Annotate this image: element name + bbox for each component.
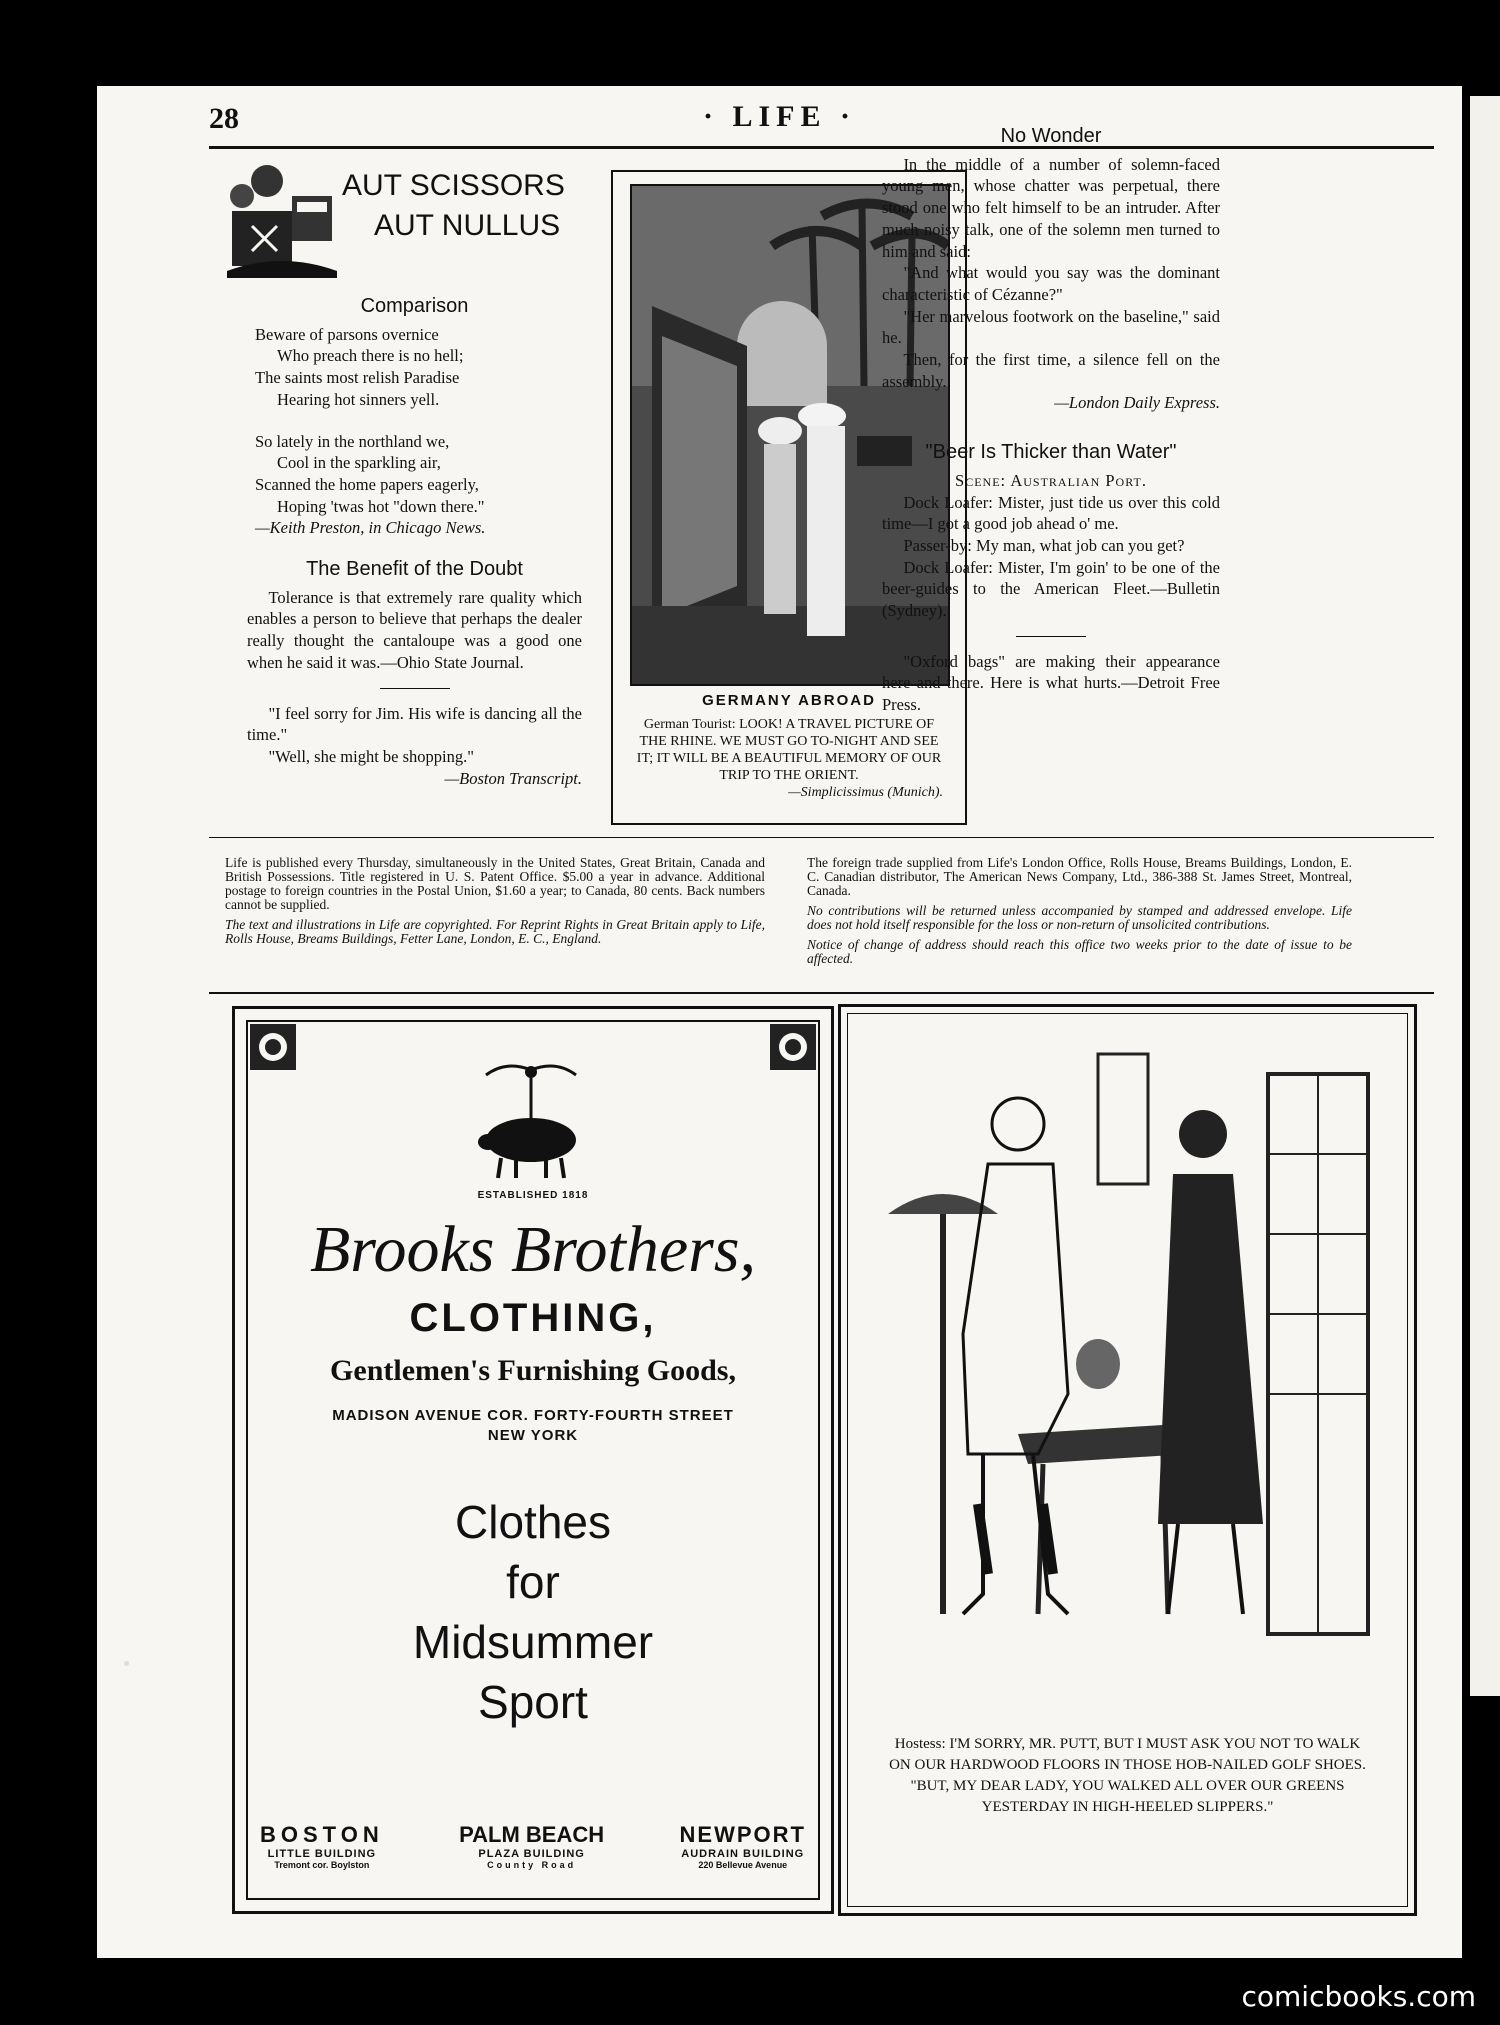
headline-line: Clothes	[455, 1496, 611, 1548]
adjacent-page-edge	[1470, 96, 1500, 1696]
no-wonder-p1: In the middle of a number of solemn-faced young men, whose chatter was perpetual, there stood one who felt himself to be an intruder. After much noisy talk, one of the solemn men turned to him and said:	[882, 154, 1220, 261]
header-rule	[209, 146, 1434, 149]
address-line-2: NEW YORK	[487, 1427, 579, 1444]
branch-building: LITTLE BUILDING	[267, 1848, 377, 1860]
ad-headline	[248, 1492, 818, 1732]
branch-street: County Road	[487, 1860, 577, 1870]
brand-name: Brooks Brothers,	[309, 1213, 757, 1286]
branch-city: NEWPORT	[679, 1822, 806, 1847]
scan-speck	[124, 1661, 129, 1666]
headline-line: for	[506, 1556, 560, 1608]
magazine-title: · LIFE ·	[702, 100, 857, 133]
jim-line-2: "Well, she might be shopping."	[268, 746, 474, 766]
golfer-line: "BUT, MY DEAR LADY, YOU WALKED ALL OVER OUR GREENS YESTERDAY IN HIGH-HEELED SLIPPERS."	[910, 1778, 1345, 1815]
no-wonder-credit: —London Daily Express.	[1054, 393, 1220, 413]
poem-line: Hearing hot sinners yell.	[277, 389, 440, 409]
poem-line: Beware of parsons overnice	[255, 324, 439, 344]
benefit-text: Tolerance is that extremely rare quality which enables a person to believe that perhaps the dealer really thought the cantaloupe was a good one when he said it was.—Ohio State Journal.	[247, 587, 582, 672]
branch-boston	[260, 1822, 384, 1870]
brooks-brothers-ad	[232, 1006, 834, 1914]
golden-fleece-icon	[466, 1060, 596, 1190]
cartoon-title: GERMANY ABROAD	[702, 692, 876, 709]
no-wonder-p2: "And what would you say was the dominant characteristic of Cézanne?"	[882, 263, 1220, 304]
beer-line-2: Passer-by: My man, what job can you get?	[903, 535, 1185, 555]
hostess-line: Hostess: I'M SORRY, MR. PUTT, BUT I MUST ASK YOU NOT TO WALK ON OUR HARDWOOD FLOORS IN THOSE HOB-NAILED GOLF SHOES.	[889, 1736, 1366, 1773]
heading-line-2: AUT NULLUS	[374, 209, 561, 242]
distribution-notice: The foreign trade supplied from Life's London Office, Rolls House, Breams Buildings, London, E. C. Canadian distributor, The American News Company, Ltd., 386-388 St. James Street, Montreal, Canada.	[807, 855, 1352, 898]
page-number: 28	[209, 102, 239, 135]
beer-line-1: Dock Loafer: Mister, just tide us over this cold time—I got a good job ahead o' me.	[882, 492, 1220, 534]
watermark: comicbooks.com	[1241, 1980, 1476, 2013]
branch-street: 220 Bellevue Avenue	[698, 1860, 788, 1870]
cartoon-frame	[847, 1013, 1408, 1907]
branch-building: PLAZA BUILDING	[478, 1848, 585, 1860]
branch-street: Tremont cor. Boylston	[274, 1860, 370, 1870]
hostess-and-golfer-illustration	[868, 1034, 1388, 1694]
no-wonder-p4: Then, for the first time, a silence fell on the assembly.	[882, 350, 1220, 391]
poem-line: Who preach there is no hell;	[277, 346, 464, 366]
furnishing-label: Gentlemen's Furnishing Goods,	[330, 1354, 736, 1387]
jim-line-1: "I feel sorry for Jim. His wife is dancing all the time."	[247, 703, 582, 745]
poem-line: Hoping 'twas hot "down there."	[277, 496, 485, 516]
branch-newport	[680, 1822, 806, 1870]
poem-line: The saints most relish Paradise	[255, 368, 460, 388]
ornament-icon	[248, 1022, 298, 1072]
jim-credit: —Boston Transcript.	[444, 768, 582, 788]
section-heading	[342, 166, 565, 246]
branch-list	[260, 1822, 806, 1870]
no-wonder-title: No Wonder	[1000, 125, 1102, 147]
magazine-page	[97, 86, 1462, 1958]
left-column	[247, 296, 582, 789]
poem-line: So lately in the northland we,	[255, 431, 450, 451]
ad-frame	[246, 1020, 820, 1900]
oxford-text: "Oxford bags" are making their appearance here and there. Here is what hurts.—Detroit Free Press.	[882, 651, 1220, 715]
benefit-title: The Benefit of the Doubt	[306, 558, 523, 581]
cartoon-caption-block	[888, 1734, 1367, 1818]
comparison-title: Comparison	[360, 295, 469, 317]
right-column	[882, 126, 1220, 716]
comparison-poem	[255, 324, 582, 539]
beer-scene: Scene: Australian Port.	[955, 470, 1147, 490]
cartoon-caption	[635, 716, 943, 801]
poem-credit: —Keith Preston, in Chicago News.	[255, 518, 486, 538]
copyright-notice: The text and illustrations in Life are copyrighted. For Reprint Rights in Great Britain apply to Life, Rolls House, Breams Buildings, Fetter Lane, London, E. C., England.	[225, 917, 765, 946]
clothing-label: CLOTHING,	[409, 1296, 657, 1340]
beer-title: "Beer Is Thicker than Water"	[925, 441, 1177, 464]
cartoon-caption-text: German Tourist: LOOK! A TRAVEL PICTURE OF THE RHINE. WE MUST GO TO-NIGHT AND SEE IT; IT WILL BE A BEAUTIFUL MEMORY OF OUR TRIP TO THE ORIENT.	[636, 717, 942, 783]
branch-palm-beach	[459, 1822, 604, 1870]
branch-building: AUDRAIN BUILDING	[681, 1848, 805, 1860]
poem-line: Scanned the home papers eagerly,	[255, 474, 479, 494]
headline-line: Midsummer	[412, 1616, 654, 1668]
divider	[380, 688, 450, 689]
no-wonder-p3: "Her marvelous footwork on the baseline," said he.	[882, 306, 1220, 348]
branch-city: BOSTON	[260, 1822, 384, 1847]
contributions-notice: No contributions will be returned unless accompanied by stamped and addressed envelope. Life does not hold itself responsible for the loss or non-return of unsolicited contributions.	[807, 903, 1352, 932]
cartoon-credit: —Simplicissimus (Munich).	[788, 785, 943, 800]
publication-info-left	[225, 856, 765, 952]
heading-line-1: AUT SCISSORS	[342, 169, 565, 202]
divider	[1016, 636, 1086, 637]
info-bottom-rule	[209, 992, 1434, 994]
address-change-notice: Notice of change of address should reach this office two weeks prior to the date of issue to be affected.	[807, 937, 1352, 966]
info-top-rule	[209, 837, 1434, 838]
headline-line: Sport	[478, 1676, 588, 1728]
branch-city: PALM BEACH	[459, 1822, 605, 1847]
established-label: ESTABLISHED 1818	[477, 1190, 589, 1201]
ornament-icon	[768, 1022, 818, 1072]
beer-line-3: Dock Loafer: Mister, I'm goin' to be one of the beer-guides to the American Fleet.—Bulletin (Sydney).	[882, 557, 1220, 621]
address-line-1: MADISON AVENUE COR. FORTY-FOURTH STREET	[332, 1407, 734, 1424]
poem-line: Cool in the sparkling air,	[277, 453, 441, 473]
publication-notice: Life is published every Thursday, simultaneously in the United States, Great Britain, Canada and British Possessions. Title registered in U. S. Patent Office. $5.00 a year in advance. Additional postage to foreign countries in the Postal Union, $1.60 a year; to Canada, 80 cents. Back numbers cannot be supplied.	[225, 855, 765, 912]
golf-shoes-cartoon	[838, 1004, 1417, 1916]
publication-info-right	[807, 856, 1352, 972]
scissors-scene-illustration	[222, 156, 342, 281]
